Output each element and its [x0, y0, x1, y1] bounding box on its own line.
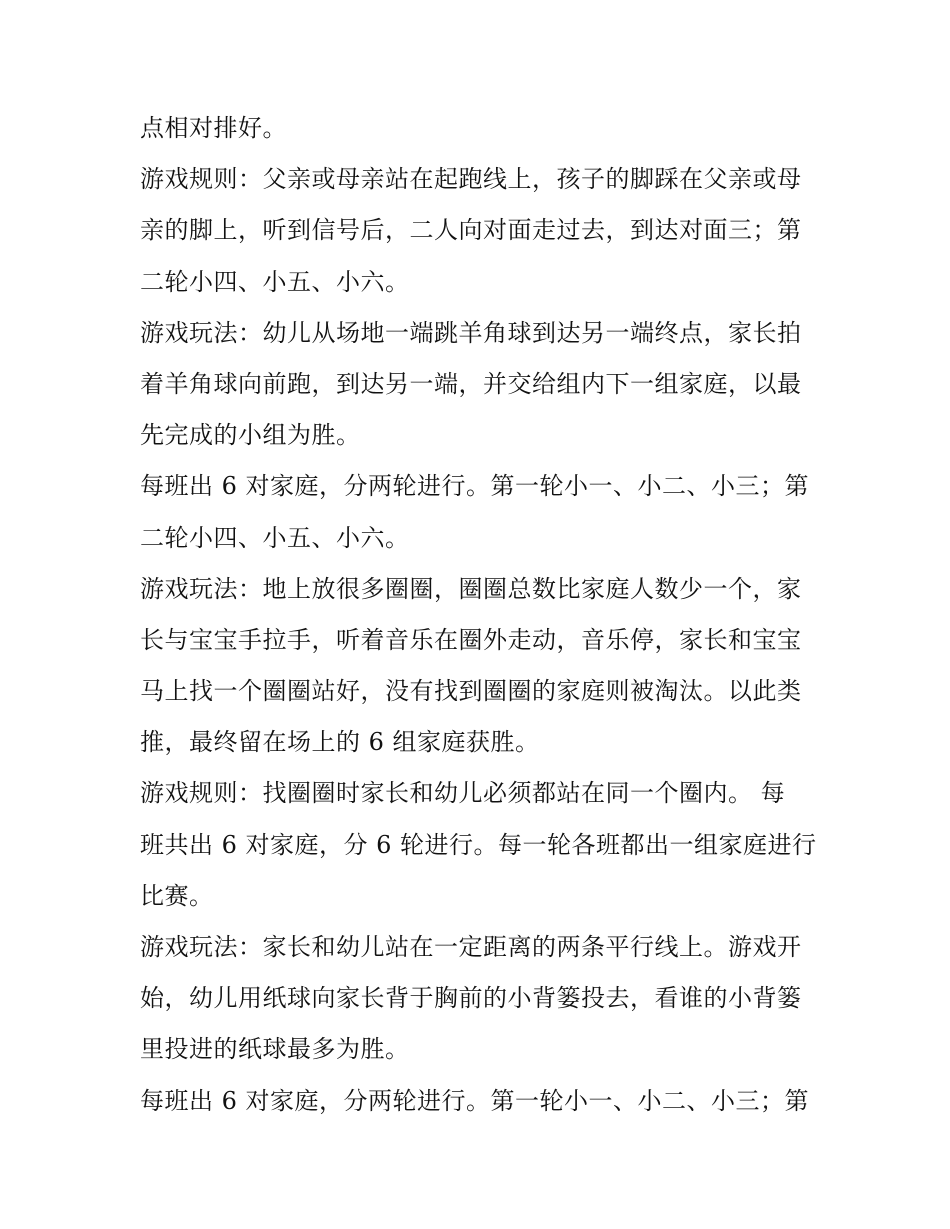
text-line: 马上找一个圈圈站好，没有找到圈圈的家庭则被淘汰。以此类 — [140, 677, 802, 706]
text-line: 游戏规则：父亲或母亲站在起跑线上，孩子的脚踩在父亲或母 — [140, 165, 802, 194]
text-line: 里投进的纸球最多为胜。 — [140, 1035, 410, 1064]
text-line: 每班出 6 对家庭，分两轮进行。第一轮小一、小二、小三；第 — [140, 472, 810, 501]
text-line: 游戏玩法：家长和幼儿站在一定距离的两条平行线上。游戏开 — [140, 933, 802, 961]
document-body — [140, 103, 820, 1127]
text-line: 始，幼儿用纸球向家长背于胸前的小背篓投去，看谁的小背篓 — [140, 984, 802, 1013]
text-line: 长与宝宝手拉手，听着音乐在圈外走动，音乐停，家长和宝宝 — [140, 625, 802, 654]
text-line: 游戏玩法：幼儿从场地一端跳羊角球到达另一端终点，家长拍 — [140, 318, 802, 347]
text-line: 推，最终留在场上的 6 组家庭获胜。 — [140, 728, 540, 757]
text-line: 游戏规则：找圈圈时家长和幼儿必须都站在同一个圈内。 每 — [140, 779, 786, 808]
text-line: 先完成的小组为胜。 — [140, 421, 361, 450]
text-line: 班共出 6 对家庭，分 6 轮进行。每一轮各班都出一组家庭进行 — [140, 830, 817, 859]
text-line: 亲的脚上，听到信号后，二人向对面走过去，到达对面三；第 — [140, 216, 802, 245]
text-line: 每班出 6 对家庭，分两轮进行。第一轮小一、小二、小三；第 — [140, 1086, 810, 1115]
text-line: 着羊角球向前跑，到达另一端，并交给组内下一组家庭，以最 — [140, 369, 802, 398]
text-line: 二轮小四、小五、小六。 — [140, 267, 410, 296]
text-line: 游戏玩法：地上放很多圈圈，圈圈总数比家庭人数少一个，家 — [140, 574, 802, 603]
text-line: 比赛。 — [140, 881, 214, 910]
text-line: 点相对排好。 — [140, 114, 287, 142]
text-line: 二轮小四、小五、小六。 — [140, 523, 410, 552]
